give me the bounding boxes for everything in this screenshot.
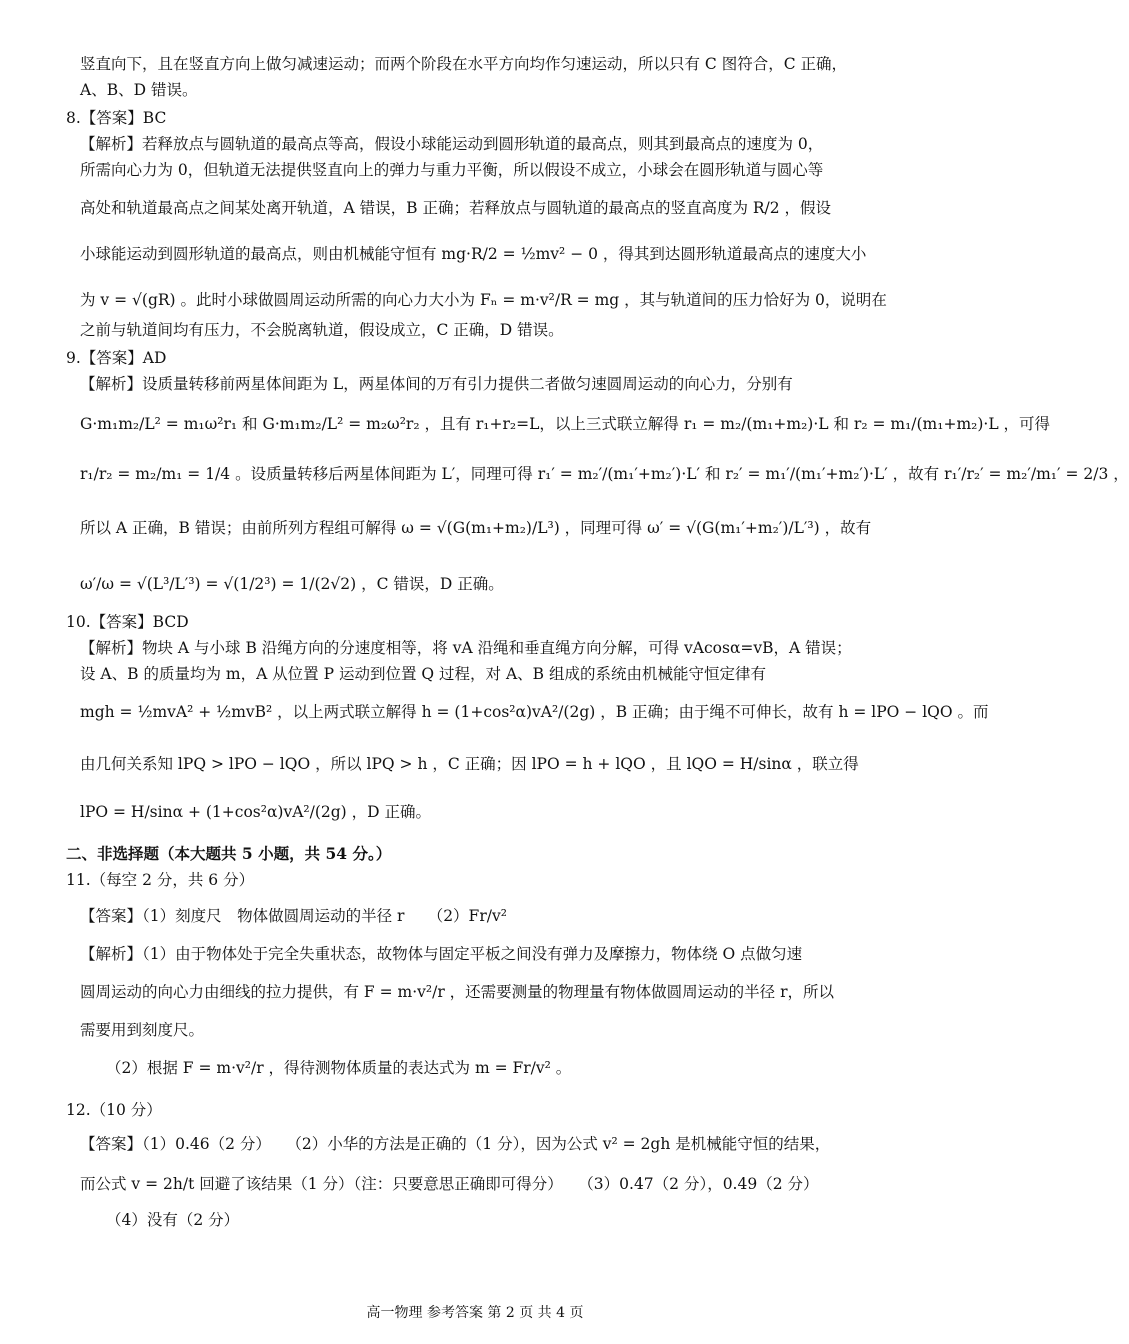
text-line: 【解析】物块 A 与小球 B 沿绳方向的分速度相等，将 vA 沿绳和垂直绳方向分解，可得 vAcosα=vB，A 错误；	[80, 639, 852, 657]
text-line: 【解析】若释放点与圆轨道的最高点等高，假设小球能运动到圆形轨道的最高点，则其到最高点的速度为 0，	[80, 135, 824, 153]
text-line: lPO = H/sinα + (1+cos²α)vA²/(2g) ，D 正确。	[80, 803, 432, 821]
text-line: 由几何关系知 lPQ > lPO − lQO ，所以 lPQ > h ，C 正确；因 lPO = h + lQO ，且 lQO = H/sinα ，联立得	[80, 755, 859, 773]
text-line: 【答案】（1）0.46（2 分） （2）小华的方法是正确的（1 分），因为公式 v² = 2gh 是机械能守恒的结果，	[80, 1135, 831, 1153]
text-line: （4）没有（2 分）	[106, 1211, 240, 1229]
text-line: 小球能运动到圆形轨道的最高点，则由机械能守恒有 mg·R/2 = ½mv² − 0 ，得其到达圆形轨道最高点的速度大小	[80, 245, 867, 263]
text-line: G·m₁m₂/L² = m₁ω²r₁ 和 G·m₁m₂/L² = m₂ω²r₂ ，且有 r₁+r₂=L，以上三式联立解得 r₁ = m₂/(m₁+m₂)·L 和 r₂ = m₁/(m₁+m₂)·L ，可得	[80, 415, 1051, 433]
text-line: （2）根据 F = m·v²/r ，得待测物体质量的表达式为 m = Fr/v² 。	[106, 1059, 572, 1077]
text-line: A、B、D 错误。	[80, 81, 198, 99]
text-line: 【答案】（1）刻度尺 物体做圆周运动的半径 r （2）Fr/v²	[80, 907, 507, 925]
text-line: 11.（每空 2 分，共 6 分）	[66, 871, 255, 889]
text-line: 竖直向下，且在竖直方向上做匀减速运动；而两个阶段在水平方向均作匀速运动，所以只有 C 图符合，C 正确，	[80, 55, 848, 73]
text-line: 所需向心力为 0，但轨道无法提供竖直向上的弹力与重力平衡，所以假设不成立，小球会在圆形轨道与圆心等	[80, 161, 824, 179]
text-line: 之前与轨道间均有压力，不会脱离轨道，假设成立，C 正确，D 错误。	[80, 321, 564, 339]
text-line: 【解析】设质量转移前两星体间距为 L，两星体间的万有引力提供二者做匀速圆周运动的向心力，分别有	[80, 375, 793, 393]
text-line: 10.【答案】BCD	[66, 613, 189, 631]
text-line: ω′/ω = √(L³/L′³) = √(1/2³) = 1/(2√2) ，C 错误，D 正确。	[80, 575, 504, 593]
text-line: 为 v = √(gR) 。此时小球做圆周运动所需的向心力大小为 Fₙ = m·v²/R = mg ，其与轨道间的压力恰好为 0，说明在	[80, 291, 887, 309]
text-line: mgh = ½mvA² + ½mvB² ，以上两式联立解得 h = (1+cos²α)vA²/(2g) ，B 正确；由于绳不可伸长，故有 h = lPO − lQO 。而	[80, 703, 989, 721]
text-line: 8.【答案】BC	[66, 109, 167, 127]
page-footer: 高一物理 参考答案 第 2 页 共 4 页	[366, 1305, 584, 1321]
text-line: 设 A、B 的质量均为 m，A 从位置 P 运动到位置 Q 过程，对 A、B 组成的系统由机械能守恒定律有	[80, 665, 766, 683]
text-line: 二、非选择题（本大题共 5 小题，共 54 分。）	[66, 844, 392, 863]
text-line: 需要用到刻度尺。	[80, 1021, 205, 1039]
text-line: 所以 A 正确，B 错误；由前所列方程组可解得 ω = √(G(m₁+m₂)/L³) ，同理可得 ω′ = √(G(m₁′+m₂′)/L′³) ，故有	[80, 519, 872, 537]
text-line: 12.（10 分）	[66, 1101, 162, 1119]
text-line: 9.【答案】AD	[66, 349, 167, 367]
text-line: 【解析】（1）由于物体处于完全失重状态，故物体与固定平板之间没有弹力及摩擦力，物体绕 O 点做匀速	[80, 945, 803, 963]
text-line: 高处和轨道最高点之间某处离开轨道，A 错误，B 正确；若释放点与圆轨道的最高点的竖直高度为 R/2 ，假设	[80, 199, 832, 217]
text-line: 而公式 v = 2h/t 回避了该结果（1 分）（注：只要意思正确即可得分） （3）0.47（2 分），0.49（2 分）	[80, 1175, 819, 1193]
text-line: 圆周运动的向心力由细线的拉力提供，有 F = m·v²/r ，还需要测量的物理量有物体做圆周运动的半径 r，所以	[80, 983, 835, 1001]
text-line: r₁/r₂ = m₂/m₁ = 1/4 。设质量转移后两星体间距为 L′，同理可得 r₁′ = m₂′/(m₁′+m₂′)·L′ 和 r₂′ = m₁′/(m₁′+m₂′)·L′ ，故有 r₁′/r₂′ = m₂′/m₁′ = 2/3 ，	[80, 465, 1129, 483]
